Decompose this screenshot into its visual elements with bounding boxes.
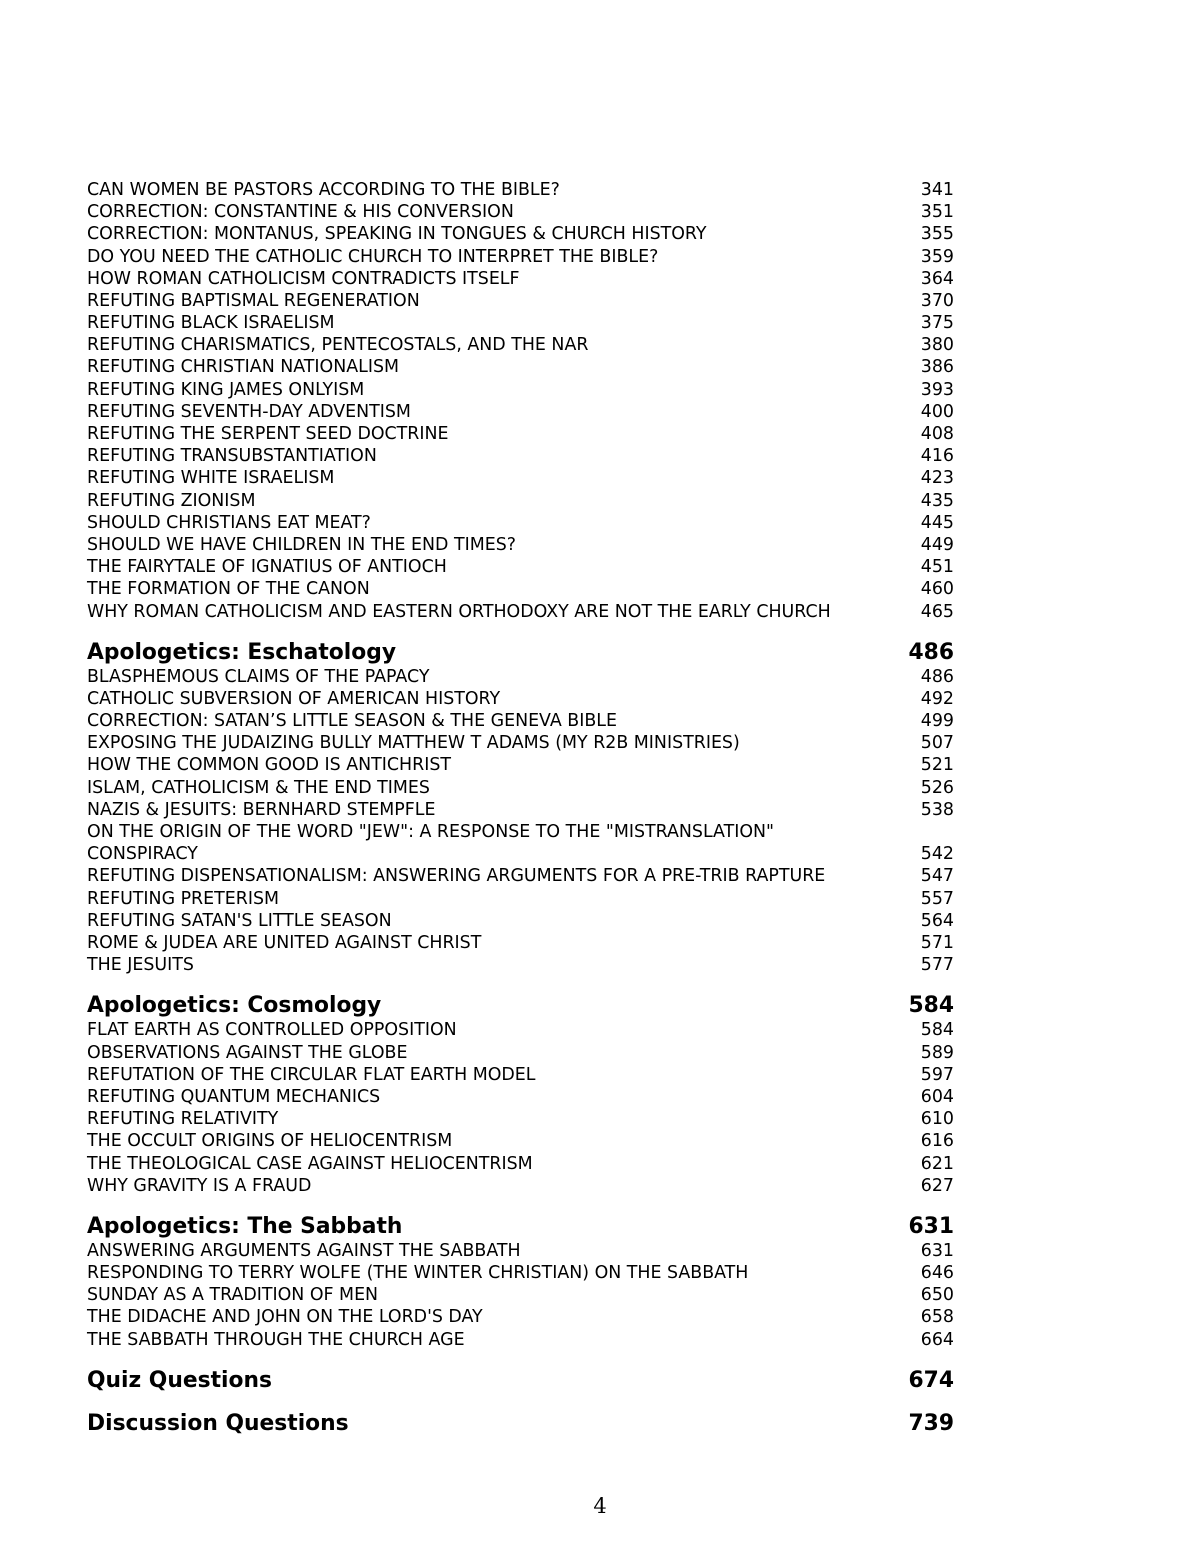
section-heading[interactable] [87, 993, 954, 1019]
toc-entry-title: CORRECTION: SATAN’S LITTLE SEASON & THE GENEVA BIBLE [87, 711, 617, 732]
table-of-contents [87, 179, 954, 1437]
toc-entry-page: 449 [920, 534, 954, 555]
toc-entry[interactable] [87, 932, 954, 954]
toc-entry[interactable] [87, 357, 954, 379]
toc-entry[interactable] [87, 445, 954, 467]
toc-entry-title: ON THE ORIGIN OF THE WORD "JEW": A RESPONSE TO THE "MISTRANSLATION" CONSPIRACY [87, 822, 775, 865]
toc-entry-page: 604 [920, 1086, 954, 1107]
toc-entry-title: DO YOU NEED THE CATHOLIC CHURCH TO INTERPRET THE BIBLE? [87, 246, 659, 267]
toc-entry-title: REFUTING BAPTISMAL REGENERATION [87, 290, 420, 311]
toc-entry-page: 610 [920, 1109, 954, 1130]
toc-entry[interactable] [87, 1064, 954, 1086]
toc-entry[interactable] [87, 1306, 954, 1328]
toc-entry[interactable] [87, 1086, 954, 1108]
toc-entry-page: 564 [920, 910, 954, 931]
toc-entry-title: REFUTING RELATIVITY [87, 1109, 279, 1130]
toc-entry-title: THE JESUITS [87, 955, 194, 976]
toc-entry-page: 499 [920, 711, 954, 732]
toc-entry-page: 646 [920, 1263, 954, 1284]
toc-entry-page: 526 [920, 777, 954, 798]
toc-entry-page: 597 [920, 1064, 954, 1085]
toc-entry[interactable] [87, 865, 954, 887]
toc-entry-title: REFUTING PRETERISM [87, 888, 279, 909]
toc-entry-page: 547 [920, 866, 954, 887]
toc-entry-page: 416 [920, 446, 954, 467]
section-heading-discussion[interactable] [87, 1411, 954, 1437]
toc-entry[interactable] [87, 246, 954, 268]
toc-entry[interactable] [87, 1240, 954, 1262]
toc-entry[interactable] [87, 467, 954, 489]
toc-entry-page: 445 [920, 512, 954, 533]
toc-entry[interactable] [87, 556, 954, 578]
toc-entry-title: EXPOSING THE JUDAIZING BULLY MATTHEW T ADAMS (MY R2B MINISTRIES) [87, 733, 740, 754]
toc-entry[interactable] [87, 379, 954, 401]
toc-entry-page: 616 [920, 1131, 954, 1152]
toc-entry-title: THE FAIRYTALE OF IGNATIUS OF ANTIOCH [87, 557, 447, 578]
toc-entry-title: REFUTATION OF THE CIRCULAR FLAT EARTH MODEL [87, 1064, 536, 1085]
toc-entry-page: 492 [920, 688, 954, 709]
toc-entry-page: 451 [920, 557, 954, 578]
section-heading-title: Discussion Questions [87, 1410, 349, 1436]
toc-entry[interactable] [87, 821, 954, 865]
toc-entry-page: 408 [920, 424, 954, 445]
toc-entry-title: REFUTING TRANSUBSTANTIATION [87, 446, 377, 467]
toc-entry-page: 664 [920, 1329, 954, 1350]
toc-entry-title: CAN WOMEN BE PASTORS ACCORDING TO THE BIBLE? [87, 179, 560, 200]
toc-entry-title: WHY GRAVITY IS A FRAUD [87, 1175, 312, 1196]
toc-entry-title: THE OCCULT ORIGINS OF HELIOCENTRISM [87, 1131, 453, 1152]
toc-entry-title: REFUTING SEVENTH-DAY ADVENTISM [87, 401, 411, 422]
toc-entry-title: CORRECTION: MONTANUS, SPEAKING IN TONGUES & CHURCH HISTORY [87, 224, 707, 245]
toc-entry-page: 355 [920, 224, 954, 245]
toc-entry[interactable] [87, 1019, 954, 1041]
toc-entry-page: 542 [920, 844, 954, 865]
toc-entry[interactable] [87, 512, 954, 534]
toc-entry-title: REFUTING QUANTUM MECHANICS [87, 1086, 381, 1107]
toc-entry[interactable] [87, 290, 954, 312]
section-heading-title: Apologetics: Eschatology [87, 639, 397, 665]
toc-entry[interactable] [87, 1042, 954, 1064]
toc-entry[interactable] [87, 1262, 954, 1284]
toc-entry[interactable] [87, 578, 954, 600]
section-heading[interactable] [87, 640, 954, 666]
toc-entry-page: 584 [920, 1020, 954, 1041]
toc-entry-title: REFUTING THE SERPENT SEED DOCTRINE [87, 424, 449, 445]
toc-entry-page: 557 [920, 888, 954, 909]
toc-entry-title: WHY ROMAN CATHOLICISM AND EASTERN ORTHODOXY ARE NOT THE EARLY CHURCH [87, 601, 831, 622]
toc-entry-page: 521 [920, 755, 954, 776]
section-eschatology [87, 640, 954, 977]
toc-entry[interactable] [87, 755, 954, 777]
toc-entry-title: CORRECTION: CONSTANTINE & HIS CONVERSION [87, 202, 514, 223]
section-heading-title: Apologetics: The Sabbath [87, 1213, 403, 1239]
section-heading-title: Apologetics: Cosmology [87, 993, 382, 1019]
toc-entry-title: FLAT EARTH AS CONTROLLED OPPOSITION [87, 1020, 457, 1041]
section-heading-page: 584 [908, 993, 954, 1019]
toc-entry[interactable] [87, 954, 954, 976]
toc-entry[interactable] [87, 910, 954, 932]
section-heading-page: 674 [908, 1367, 954, 1393]
toc-entry-page: 375 [920, 313, 954, 334]
toc-entry[interactable] [87, 334, 954, 356]
toc-entry[interactable] [87, 223, 954, 245]
toc-entry[interactable] [87, 1284, 954, 1306]
toc-entry-page: 650 [920, 1285, 954, 1306]
toc-entry[interactable] [87, 201, 954, 223]
toc-entry-page: 658 [920, 1307, 954, 1328]
toc-entry[interactable] [87, 888, 954, 910]
section-heading-title: Quiz Questions [87, 1367, 272, 1393]
toc-entry[interactable] [87, 601, 954, 623]
toc-entry-page: 423 [920, 468, 954, 489]
toc-entry[interactable] [87, 666, 954, 688]
toc-entry[interactable] [87, 1153, 954, 1175]
toc-entry[interactable] [87, 777, 954, 799]
section-cosmology [87, 993, 954, 1197]
toc-entry-title: REFUTING DISPENSATIONALISM: ANSWERING ARGUMENTS FOR A PRE-TRIB RAPTURE [87, 866, 826, 887]
toc-entry-title: OBSERVATIONS AGAINST THE GLOBE [87, 1042, 408, 1063]
toc-entry-page: 589 [920, 1042, 954, 1063]
toc-entry[interactable] [87, 710, 954, 732]
section-heading-page: 486 [908, 639, 954, 665]
toc-entry-page: 507 [920, 733, 954, 754]
toc-entry-title: THE FORMATION OF THE CANON [87, 579, 370, 600]
toc-entry-page: 621 [920, 1153, 954, 1174]
toc-entry-page: 571 [920, 933, 954, 954]
toc-entry-title: CATHOLIC SUBVERSION OF AMERICAN HISTORY [87, 688, 501, 709]
toc-entry[interactable] [87, 1130, 954, 1152]
toc-entry-title: REFUTING ZIONISM [87, 490, 256, 511]
toc-entry-title: THE SABBATH THROUGH THE CHURCH AGE [87, 1329, 465, 1350]
toc-entry-page: 341 [920, 179, 954, 200]
toc-entry[interactable] [87, 1329, 954, 1351]
toc-entry[interactable] [87, 401, 954, 423]
toc-entry-title: SUNDAY AS A TRADITION OF MEN [87, 1285, 379, 1306]
toc-entry-page: 538 [920, 799, 954, 820]
toc-entry[interactable] [87, 1175, 954, 1197]
toc-entry-title: BLASPHEMOUS CLAIMS OF THE PAPACY [87, 666, 430, 687]
toc-entry[interactable] [87, 423, 954, 445]
toc-entry-page: 465 [920, 601, 954, 622]
toc-entry-page: 364 [920, 268, 954, 289]
toc-entry-title: REFUTING CHARISMATICS, PENTECOSTALS, AND THE NAR [87, 335, 589, 356]
section-heading-page: 739 [908, 1410, 954, 1436]
toc-entry-page: 359 [920, 246, 954, 267]
toc-entry-title: ISLAM, CATHOLICISM & THE END TIMES [87, 777, 430, 798]
page-number: 4 [593, 1494, 607, 1518]
toc-entry[interactable] [87, 799, 954, 821]
toc-entry[interactable] [87, 732, 954, 754]
toc-entry-page: 400 [920, 401, 954, 422]
toc-entry-title: ANSWERING ARGUMENTS AGAINST THE SABBATH [87, 1240, 521, 1261]
toc-entry-title: REFUTING BLACK ISRAELISM [87, 313, 335, 334]
toc-entry-title: HOW ROMAN CATHOLICISM CONTRADICTS ITSELF [87, 268, 520, 289]
toc-entry-page: 486 [920, 666, 954, 687]
toc-entry-title: REFUTING SATAN'S LITTLE SEASON [87, 910, 392, 931]
section-heading-quiz[interactable] [87, 1368, 954, 1394]
section-heading[interactable] [87, 1214, 954, 1240]
toc-entry-page: 627 [920, 1175, 954, 1196]
toc-entry-title: ROME & JUDEA ARE UNITED AGAINST CHRIST [87, 933, 482, 954]
section-heading-page: 631 [908, 1213, 954, 1239]
toc-entry-title: REFUTING WHITE ISRAELISM [87, 468, 335, 489]
toc-entry[interactable] [87, 688, 954, 710]
toc-entry-page: 386 [920, 357, 954, 378]
toc-entry[interactable] [87, 534, 954, 556]
toc-entry-title: THE DIDACHE AND JOHN ON THE LORD'S DAY [87, 1307, 483, 1328]
toc-entry-title: RESPONDING TO TERRY WOLFE (THE WINTER CHRISTIAN) ON THE SABBATH [87, 1263, 749, 1284]
toc-entry[interactable] [87, 312, 954, 334]
toc-entry[interactable] [87, 179, 954, 201]
toc-entry[interactable] [87, 1108, 954, 1130]
toc-entry-page: 577 [920, 955, 954, 976]
toc-entry-title: THE THEOLOGICAL CASE AGAINST HELIOCENTRISM [87, 1153, 533, 1174]
toc-entry-title: NAZIS & JESUITS: BERNHARD STEMPFLE [87, 799, 436, 820]
section-sabbath [87, 1214, 954, 1351]
toc-entry-title: REFUTING KING JAMES ONLYISM [87, 379, 365, 400]
toc-entry-title: SHOULD CHRISTIANS EAT MEAT? [87, 512, 371, 533]
intro-entry-list [87, 179, 954, 623]
toc-entry-page: 435 [920, 490, 954, 511]
toc-entry[interactable] [87, 490, 954, 512]
toc-entry-title: HOW THE COMMON GOOD IS ANTICHRIST [87, 755, 451, 776]
toc-entry-page: 460 [920, 579, 954, 600]
toc-entry-page: 393 [920, 379, 954, 400]
toc-entry-title: SHOULD WE HAVE CHILDREN IN THE END TIMES? [87, 534, 516, 555]
toc-entry-title: REFUTING CHRISTIAN NATIONALISM [87, 357, 399, 378]
toc-entry-page: 631 [920, 1240, 954, 1261]
toc-entry[interactable] [87, 268, 954, 290]
toc-entry-page: 370 [920, 290, 954, 311]
toc-entry-page: 380 [920, 335, 954, 356]
toc-entry-page: 351 [920, 202, 954, 223]
